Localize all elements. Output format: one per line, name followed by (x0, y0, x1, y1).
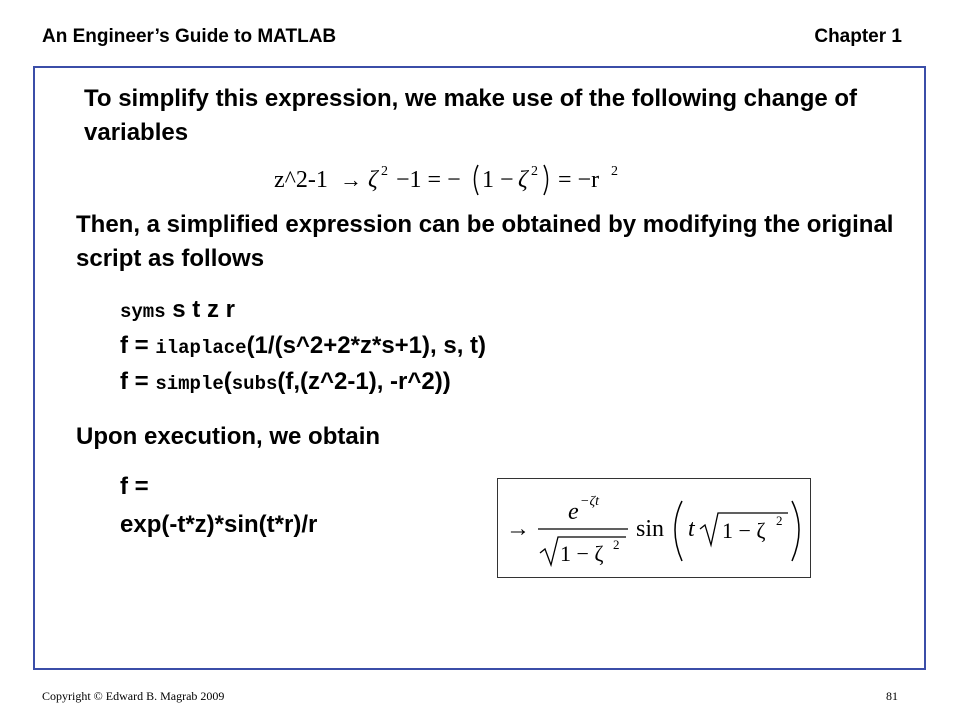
result-equation (498, 479, 810, 577)
eq1-r-sq: 2 (611, 164, 618, 179)
code-subs-fn: subs (231, 373, 278, 395)
eq2-sin: sin (636, 516, 665, 542)
intro-paragraph: To simplify this expression, we make use of the following change of variables (84, 85, 858, 146)
eq2-numerator-e: e (568, 499, 579, 525)
eq1-zeta-2: ζ (518, 167, 528, 193)
chapter-label: Chapter 1 (814, 26, 902, 47)
code-syms-keyword: syms (120, 301, 166, 323)
code-line-1 (120, 293, 235, 329)
code-line-3 (120, 365, 451, 401)
eq1-paren-left (475, 165, 479, 195)
eq1-eq-minus-r: = −r (558, 167, 600, 193)
result-line-2: exp(-t*z)*sin(t*r)/r (120, 511, 318, 538)
change-of-variables-equation (274, 153, 674, 199)
code-simple-fn: simple (155, 373, 224, 395)
page-number: 81 (886, 689, 898, 703)
eq2-paren-left (675, 501, 682, 561)
eq2-paren-right (792, 501, 799, 561)
eq2-den-sq: 2 (613, 537, 620, 552)
eq1-minus-one: −1 = − (396, 167, 461, 193)
copyright-footer: Copyright © Edward B. Magrab 2009 (42, 689, 225, 703)
eq1-lhs: z^2-1 (274, 167, 328, 193)
result-line-1: f = (120, 473, 149, 500)
eq2-arrow: → (506, 516, 530, 542)
eq1-paren-right (544, 165, 548, 195)
code-line-2 (120, 329, 486, 365)
eq1-zeta: ζ (368, 167, 378, 193)
eq2-inner-sq: 2 (776, 513, 783, 528)
code-line-2-args: (1/(s^2+2*z*s+1), s, t) (246, 332, 487, 359)
eq2-den-expr: 1 − ζ (560, 541, 604, 566)
eq2-exponent: −ζt (580, 494, 600, 509)
code-line-3-paren: ( (223, 368, 232, 395)
code-syms-args: s t z r (165, 296, 235, 323)
eq2-t: t (688, 516, 695, 542)
eq1-zeta-sq: 2 (381, 164, 388, 179)
eq1-arrow: → (340, 167, 362, 192)
eq1-one-minus: 1 − (482, 167, 514, 193)
code-ilaplace-fn: ilaplace (155, 337, 247, 359)
then-paragraph: Then, a simplified expression can be obtained by modifying the original script as follows (76, 211, 894, 272)
eq2-inner-expr: 1 − ζ (722, 518, 766, 543)
eq1-zeta-2-sq: 2 (531, 164, 538, 179)
code-line-3-args: (f,(z^2-1), -r^2)) (277, 368, 451, 395)
code-line-3-prefix: f = (120, 368, 156, 395)
book-title: An Engineer’s Guide to MATLAB (42, 26, 337, 47)
upon-execution-paragraph: Upon execution, we obtain (76, 423, 381, 450)
result-equation-box (497, 478, 811, 578)
code-line-2-prefix: f = (120, 332, 156, 359)
